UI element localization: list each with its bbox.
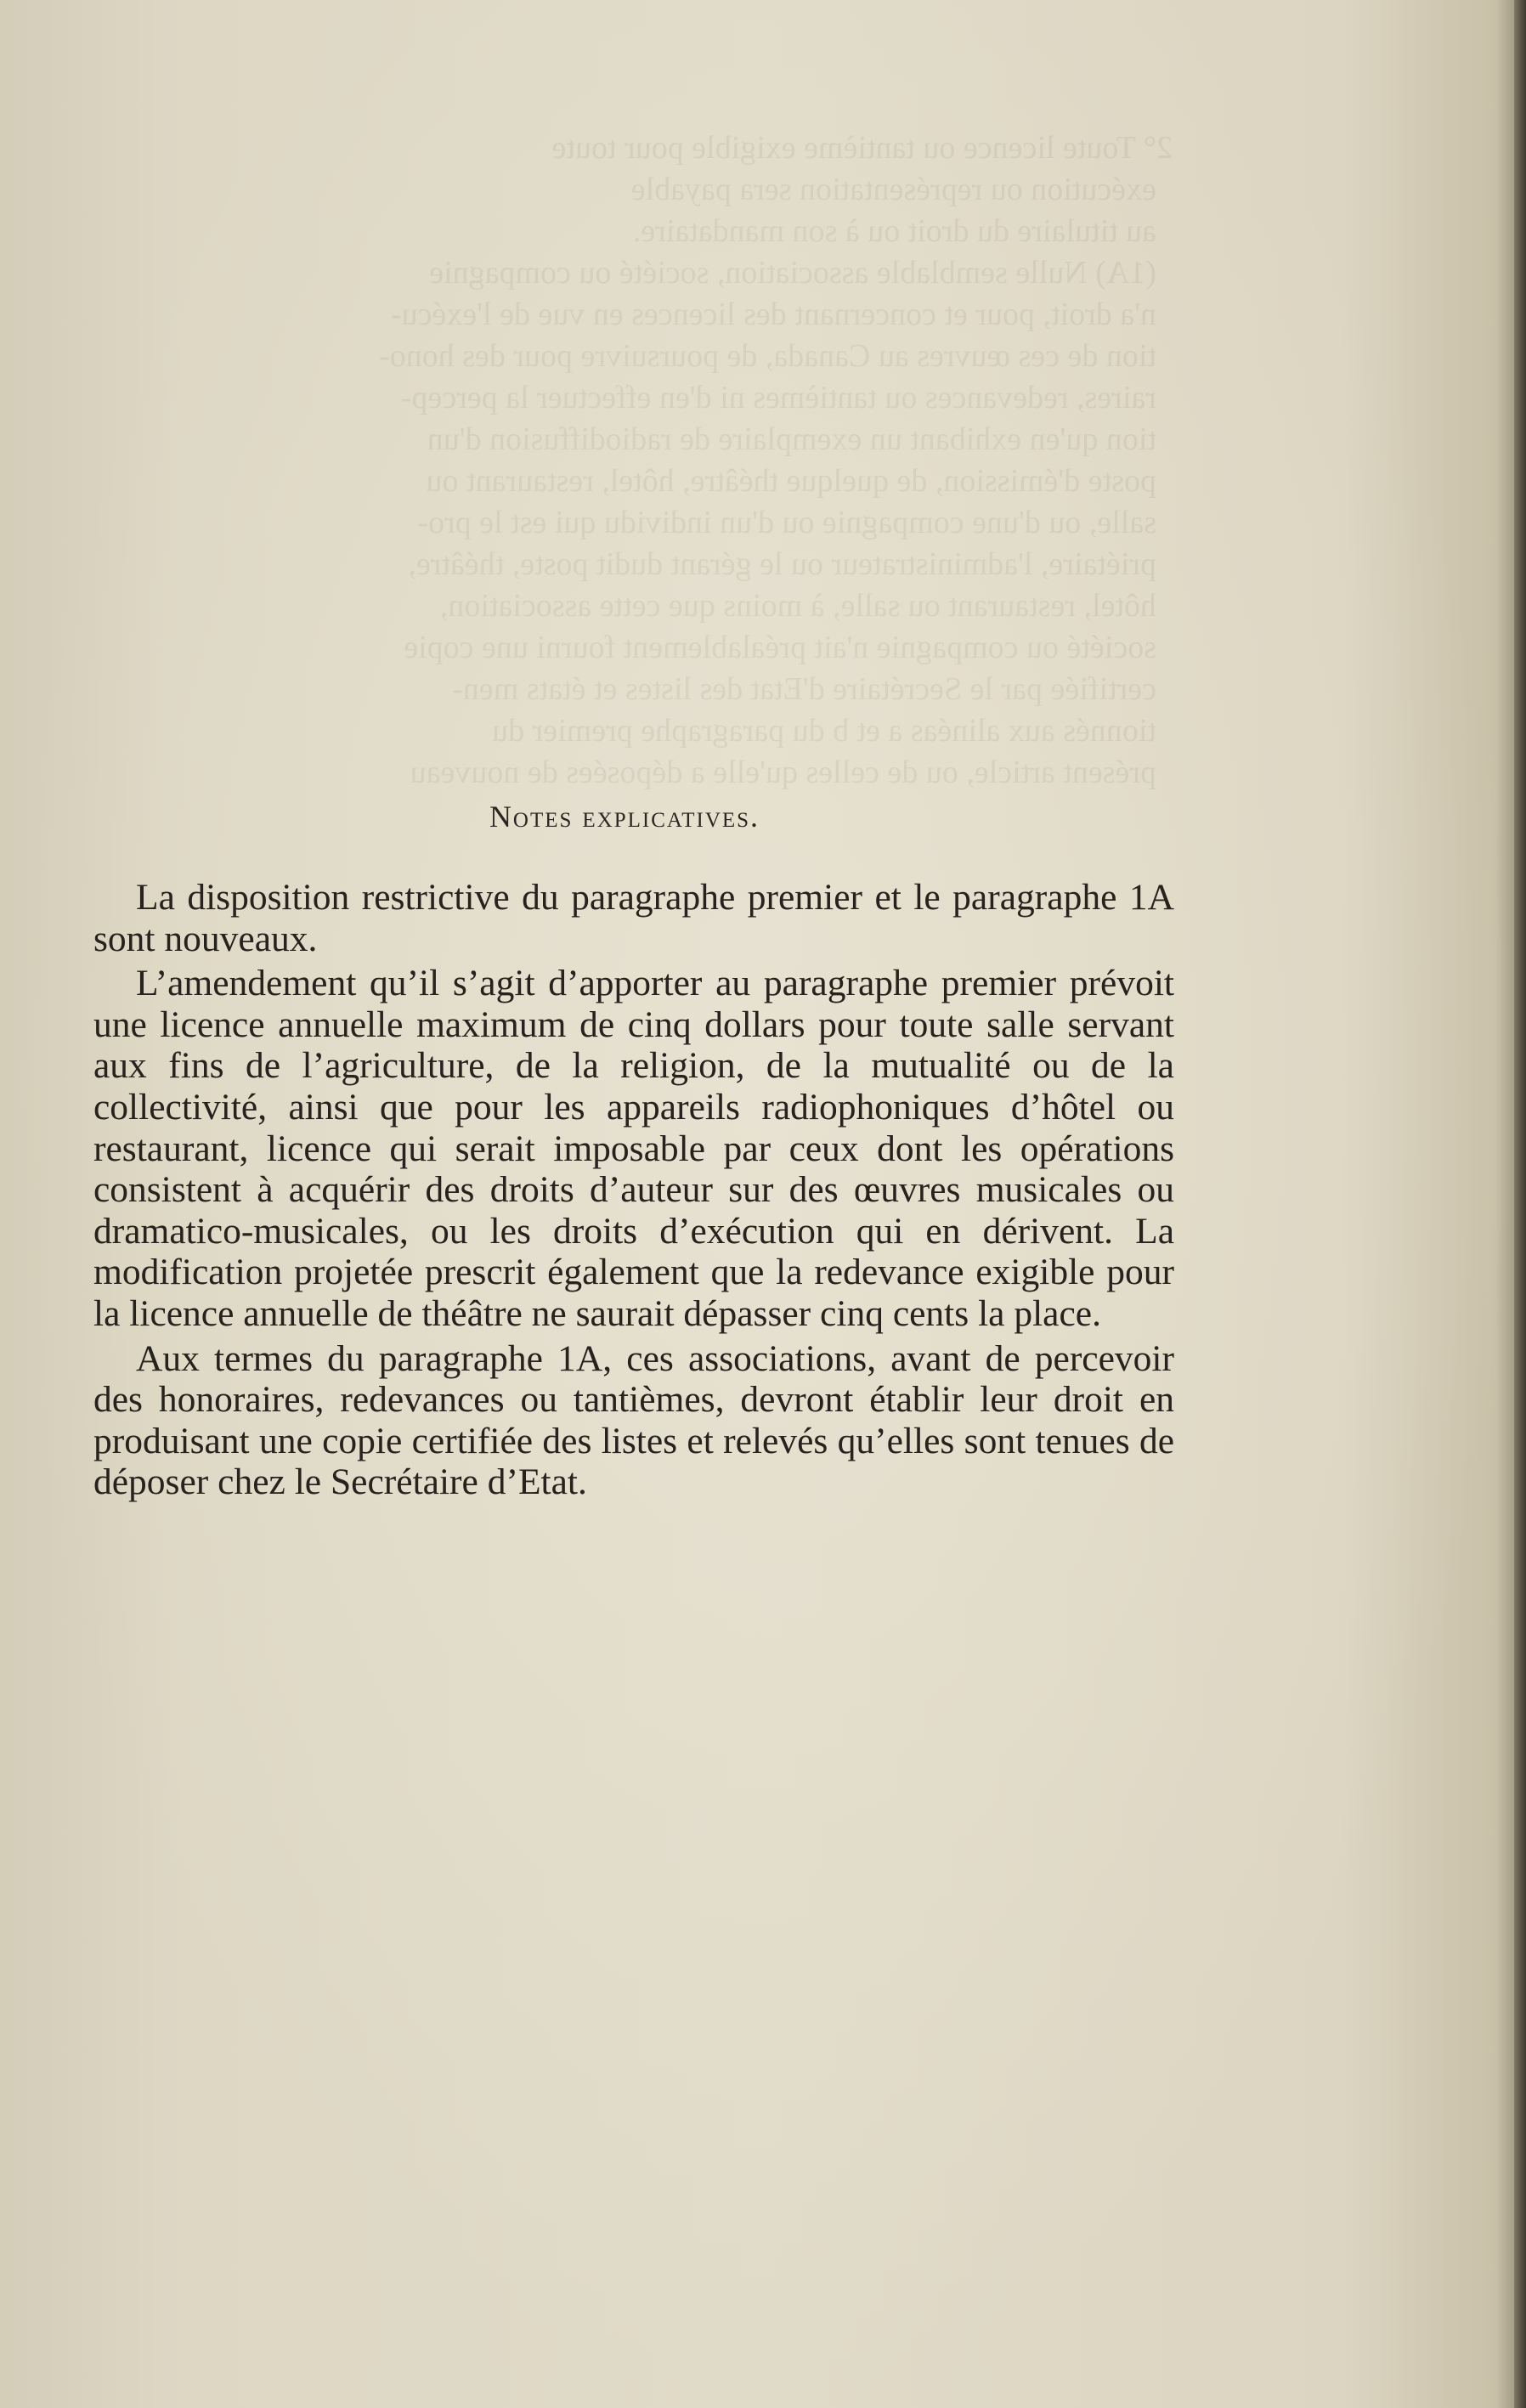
page-edge-shadow [1514,0,1526,2408]
explanatory-notes-body [93,877,1174,1503]
show-through-text: 2° Toute licence ou tantième exigible pour toute exécution ou représentation sera payable au titulaire du droit ou à son mandataire. (1A) Nulle semblable association, société ou compagnie n'a droit, pour et concernant des licences en vue de l'exécu- tion de ces œuvres au Canada, de poursuivre pour des hono- raires, redevances ou tantièmes ni d'en effectuer la percep- tion qu'en exhibant un exemplaire de radiodiffusion d'un poste d'émission, de quelque théâtre, hôtel, restaurant ou salle, ou d'une compagnie ou d'un individu qui est le pro- priétaire, l'administrateur ou le gérant dudit poste, théâtre, hôtel, restaurant ou salle, à moins que cette association, société ou compagnie n'ait préalablement fourni une copie certifiée par le Secrétaire d'Etat des listes et états men- tionnés aux alinéas a et b du paragraphe premier du présent article, ou de celles qu'elle a déposées de nouveau [379,130,1173,790]
paragraph: La disposition restrictive du paragraphe premier et le paragraphe 1A sont nouveaux. [93,877,1174,959]
paragraph: L’amendement qu’il s’agit d’apporter au paragraphe premier prévoit une licence annuelle maximum de cinq dollars pour toute salle servant aux fins de l’agriculture, de la religion, de la mutualité ou de la collectivité, ainsi que pour les appareils radiophoniques d’hôtel ou restaurant, licence qui serait imposable par ceux dont les opérations consistent à acquérir des droits d’auteur sur des œuvres musicales ou dramatico-musicales, ou les droits d’exécution qui en dérivent. La modification projetée prescrit également que la redevance exigible pour la licence annuelle de théâtre ne saurait dépasser cinq cents la place. [93,963,1174,1334]
section-heading: Notes explicatives. [489,800,760,834]
paragraph: Aux termes du paragraphe 1A, ces associations, avant de percevoir des honoraires, redevances ou tantièmes, devront établir leur droit en produisant une copie certifiée des listes et relevés qu’elles sont tenues de déposer chez le Secrétaire d’Etat. [93,1337,1174,1503]
